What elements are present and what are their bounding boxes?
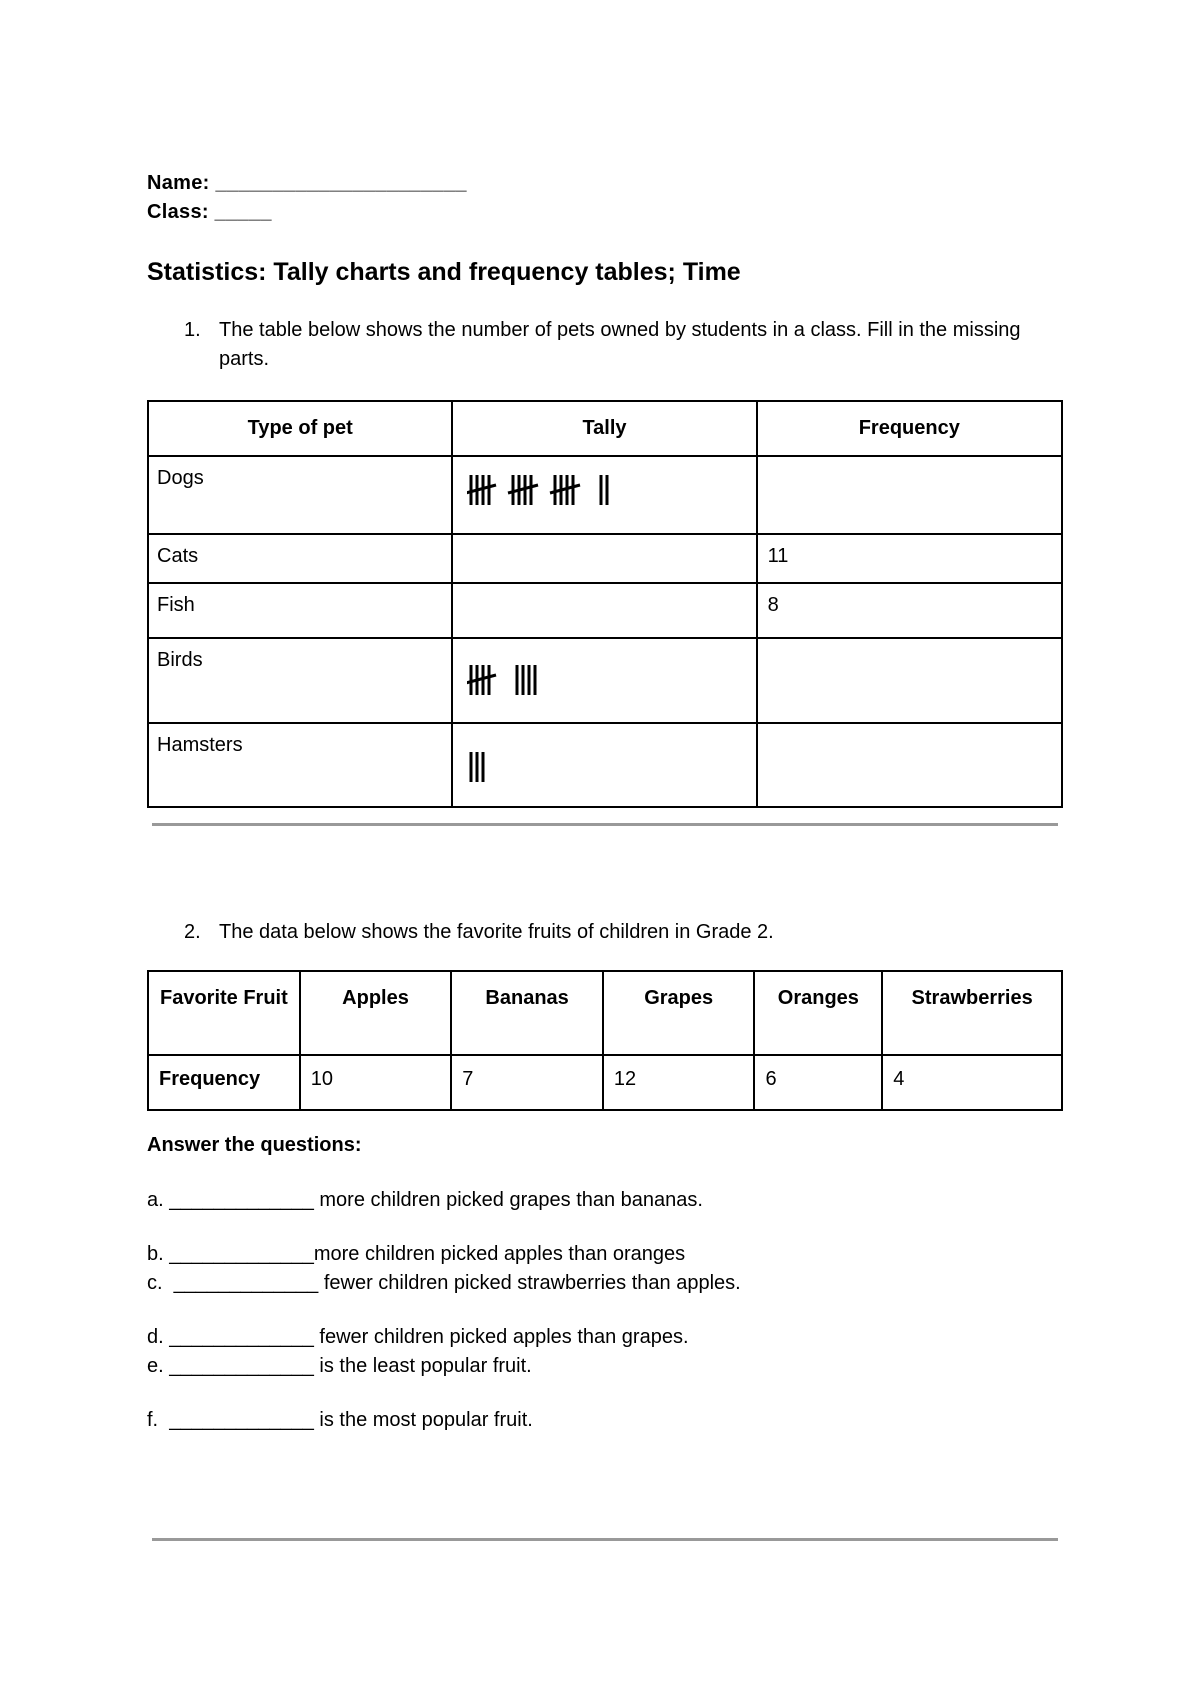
pet-name-cell: Birds [148,638,452,723]
frequency-cell[interactable]: 11 [757,534,1062,583]
column-header-type: Type of pet [148,401,452,456]
tally-marks [467,543,667,577]
column-header-frequency: Frequency [757,401,1062,456]
answer-line-e[interactable]: e. _____________ is the least popular fruit. [147,1355,532,1377]
table-row [148,1055,1062,1110]
tally-marks [467,592,667,626]
frequency-row-label: Frequency [148,1055,300,1110]
table-header-row [148,401,1062,456]
frequency-value: 10 [300,1055,452,1110]
fruit-header: Strawberries [882,971,1062,1055]
table-row [148,456,1062,534]
question-2-number: 2. [184,921,201,943]
fruit-header: Oranges [754,971,882,1055]
fruit-header: Bananas [451,971,603,1055]
table-header-row [148,971,1062,1055]
frequency-value: 4 [882,1055,1062,1110]
tally-cell[interactable] [452,723,756,807]
favorite-fruit-header: Favorite Fruit [148,971,300,1055]
class-field[interactable]: Class: _____ [147,201,272,223]
answer-line-d[interactable]: d. _____________ fewer children picked apples than grapes. [147,1326,689,1348]
pet-name-cell: Fish [148,583,452,638]
column-header-tally: Tally [452,401,756,456]
tally-cell[interactable] [452,534,756,583]
answer-line-b[interactable]: b. _____________more children picked apples than oranges [147,1243,686,1265]
table-row [148,638,1062,723]
frequency-value: 6 [754,1055,882,1110]
frequency-cell[interactable] [757,456,1062,534]
table-row [148,723,1062,807]
frequency-value: 12 [603,1055,755,1110]
pet-name-cell: Cats [148,534,452,583]
table-row [148,534,1062,583]
fruit-header: Grapes [603,971,755,1055]
pet-name-cell: Dogs [148,456,452,534]
page-bottom-divider [152,1538,1058,1541]
frequency-cell[interactable] [757,638,1062,723]
tally-marks [467,748,667,788]
question-2 [184,918,1064,947]
table-row [148,583,1062,638]
frequency-cell[interactable]: 8 [757,583,1062,638]
section-divider [152,823,1058,826]
frequency-value: 7 [451,1055,603,1110]
fruit-frequency-table [147,970,1063,1111]
question-1 [184,316,1064,374]
answer-line-c[interactable]: c. _____________ fewer children picked strawberries than apples. [147,1272,741,1294]
pet-name-cell: Hamsters [148,723,452,807]
answer-line-a[interactable]: a. _____________ more children picked grapes than bananas. [147,1189,703,1211]
fruit-header: Apples [300,971,452,1055]
question-2-text: The data below shows the favorite fruits of children in Grade 2. [219,921,774,943]
question-1-number: 1. [184,319,201,341]
name-field[interactable]: Name: ______________________ [147,172,467,194]
tally-cell[interactable] [452,583,756,638]
tally-cell[interactable] [452,638,756,723]
answer-heading: Answer the questions: [147,1134,362,1156]
answer-line-f[interactable]: f. _____________ is the most popular fruit. [147,1409,533,1431]
tally-marks [467,471,667,511]
question-1-text: The table below shows the number of pets owned by students in a class. Fill in the missing parts. [219,319,1021,370]
tally-cell[interactable] [452,456,756,534]
pets-tally-table [147,400,1063,808]
page-title: Statistics: Tally charts and frequency tables; Time [147,258,741,286]
frequency-cell[interactable] [757,723,1062,807]
tally-marks [467,661,667,701]
